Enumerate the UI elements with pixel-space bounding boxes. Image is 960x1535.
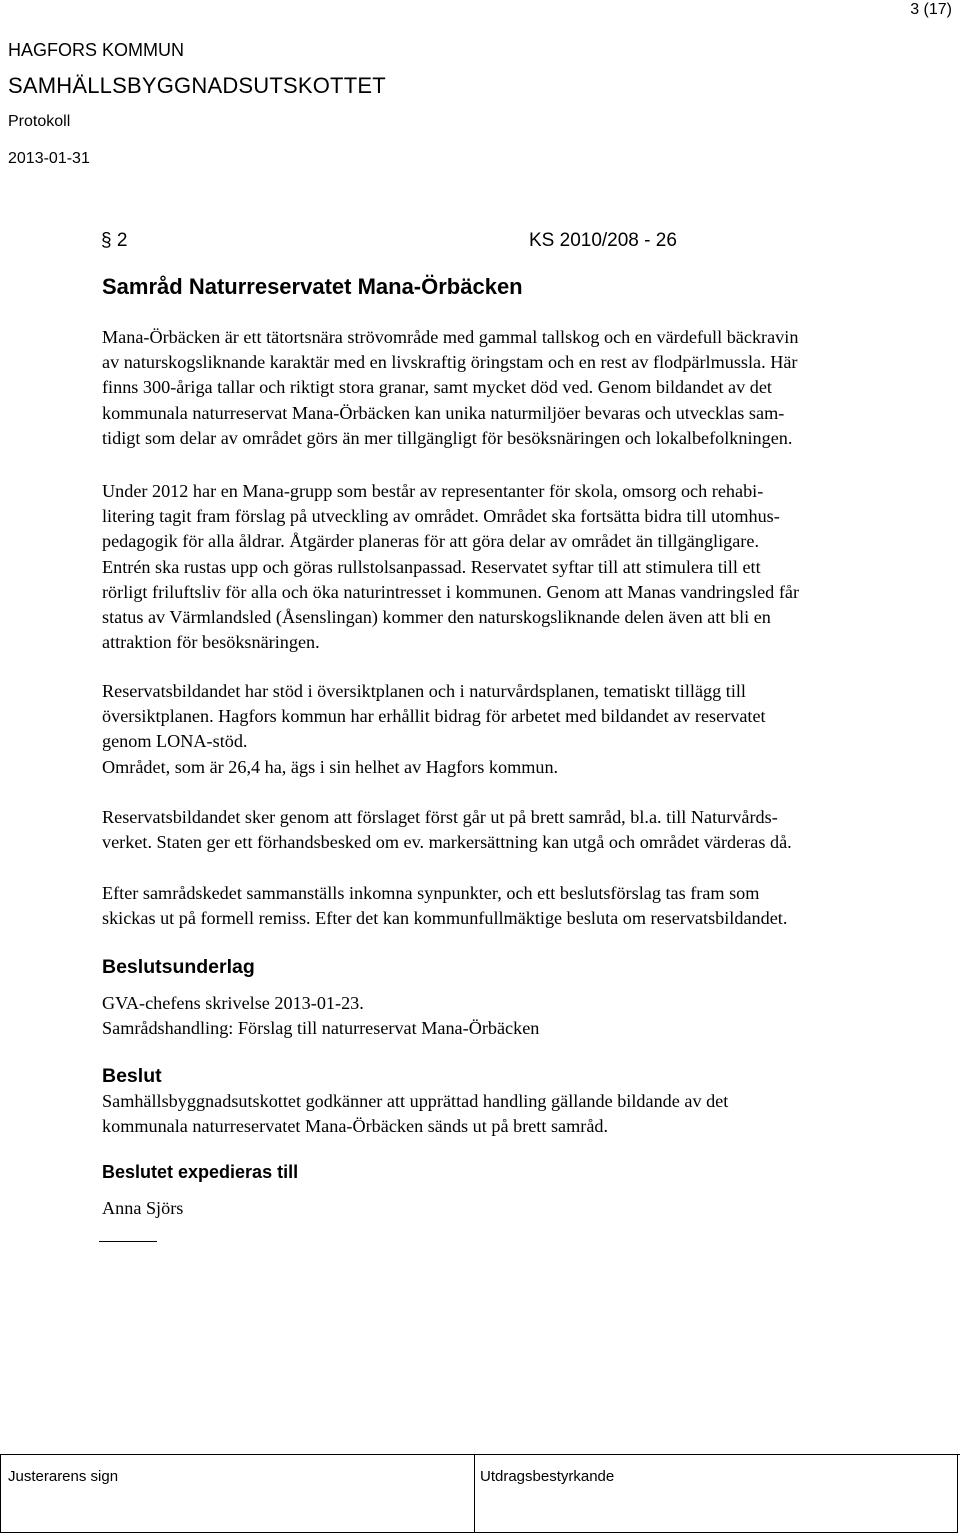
paragraph-number (101, 230, 127, 252)
decision-heading: Beslut (102, 1065, 162, 1087)
text-line: Under 2012 har en Mana-grupp som består av representanter för skola, omsorg och rehabi- (102, 481, 764, 501)
body-paragraph-5 (102, 881, 952, 931)
text-line: pedagogik för alla åldrar. Åtgärder planeras för att göra delar av området än tillgängligare. (102, 531, 759, 552)
dispatch-heading: Beslutet expedieras till (102, 1162, 299, 1182)
dispatch-recipient: Anna Sjörs (102, 1198, 184, 1218)
adjuster-signature-box (0, 1454, 475, 1533)
text-line: översiktplanen. Hagfors kommun har erhållit bidrag för arbetet med bildandet av reservatet (102, 706, 766, 727)
decision-text (102, 1089, 952, 1139)
paragraph-number-value: 2 (116, 230, 128, 251)
extract-certification-box (473, 1454, 958, 1533)
basis-item: GVA-chefens skrivelse 2013-01-23. (102, 993, 364, 1013)
basis-list (102, 991, 952, 1041)
body-paragraph-3 (102, 679, 952, 780)
extract-certification-label: Utdragsbestyrkande (480, 1468, 615, 1485)
meeting-date: 2013-01-31 (8, 150, 90, 167)
basis-heading: Beslutsunderlag (102, 956, 255, 978)
text-line: Reservatsbildandet har stöd i översiktplanen och i naturvårdsplanen, tematiskt tillägg till (102, 681, 746, 701)
text-line: verket. Staten ger ett förhandsbesked om ev. markersättning kan utgå och området värderas då. (102, 832, 792, 853)
body-paragraph-1 (102, 325, 952, 451)
text-line: Området, som är 26,4 ha, ägs i sin helhet av Hagfors kommun. (102, 756, 559, 777)
item-title: Samråd Naturreservatet Mana-Örbäcken (102, 274, 523, 299)
body-paragraph-4 (102, 805, 952, 855)
text-line: Efter samrådskedet sammanställs inkomna synpunkter, och ett beslutsförslag tas fram som (102, 883, 760, 903)
text-line: av naturskogsliknande karaktär med en livskraftig öringstam och en rest av flodpärlmussla. Här (102, 352, 798, 373)
adjuster-signature-label: Justerarens sign (8, 1468, 119, 1485)
organization-name: HAGFORS KOMMUN (8, 40, 185, 60)
text-line: kommunala naturreservatet Mana-Örbäcken sänds ut på brett samråd. (102, 1116, 609, 1137)
section-sign-icon: § (101, 230, 112, 251)
text-line: finns 300-åriga tallar och riktigt stora granar, samt mycket död ved. Genom bildandet av det (102, 377, 772, 398)
page-number: 3 (17) (910, 1, 952, 18)
text-line: attraktion för besöksnäringen. (102, 632, 320, 653)
text-line: tidigt som delar av området görs än mer tillgängligt för besöksnäringen och lokalbefolkningen. (102, 427, 793, 448)
document-type: Protokoll (8, 113, 71, 130)
signature-line (99, 1241, 157, 1242)
dispatch-list (102, 1196, 952, 1221)
body-paragraph-2 (102, 479, 952, 655)
text-line: genom LONA-stöd. (102, 731, 248, 752)
text-line: Samhällsbyggnadsutskottet godkänner att upprättad handling gällande bildande av det (102, 1091, 729, 1111)
text-line: litering tagit fram förslag på utveckling av området. Området ska fortsätta bidra till utomhus- (102, 506, 780, 527)
text-line: skickas ut på formell remiss. Efter det kan kommunfullmäktige besluta om reservatsbildandet. (102, 908, 788, 929)
text-line: Entrén ska rustas upp och göras rullstolsanpassad. Reservatet syftar till att stimulera till ett (102, 556, 761, 577)
text-line: Reservatsbildandet sker genom att förslaget först går ut på brett samråd, bl.a. till Naturvårds- (102, 807, 778, 827)
committee-name: SAMHÄLLSBYGGNADSUTSKOTTET (8, 73, 386, 98)
text-line: status av Värmlandsled (Åsenslingan) kommer den naturskogsliknande delen även att bli en (102, 606, 771, 627)
text-line: kommunala naturreservat Mana-Örbäcken kan unika naturmiljöer bevaras och utvecklas sam- (102, 402, 785, 423)
case-number: KS 2010/208 - 26 (529, 230, 677, 251)
text-line: Mana-Örbäcken är ett tätortsnära strövområde med gammal tallskog och en värdefull bäckravin (102, 327, 799, 347)
basis-item: Samrådshandling: Förslag till naturreservat Mana-Örbäcken (102, 1018, 540, 1039)
text-line: rörligt friluftsliv för alla och öka naturintresset i kommunen. Genom att Manas vandringsled får (102, 581, 800, 602)
